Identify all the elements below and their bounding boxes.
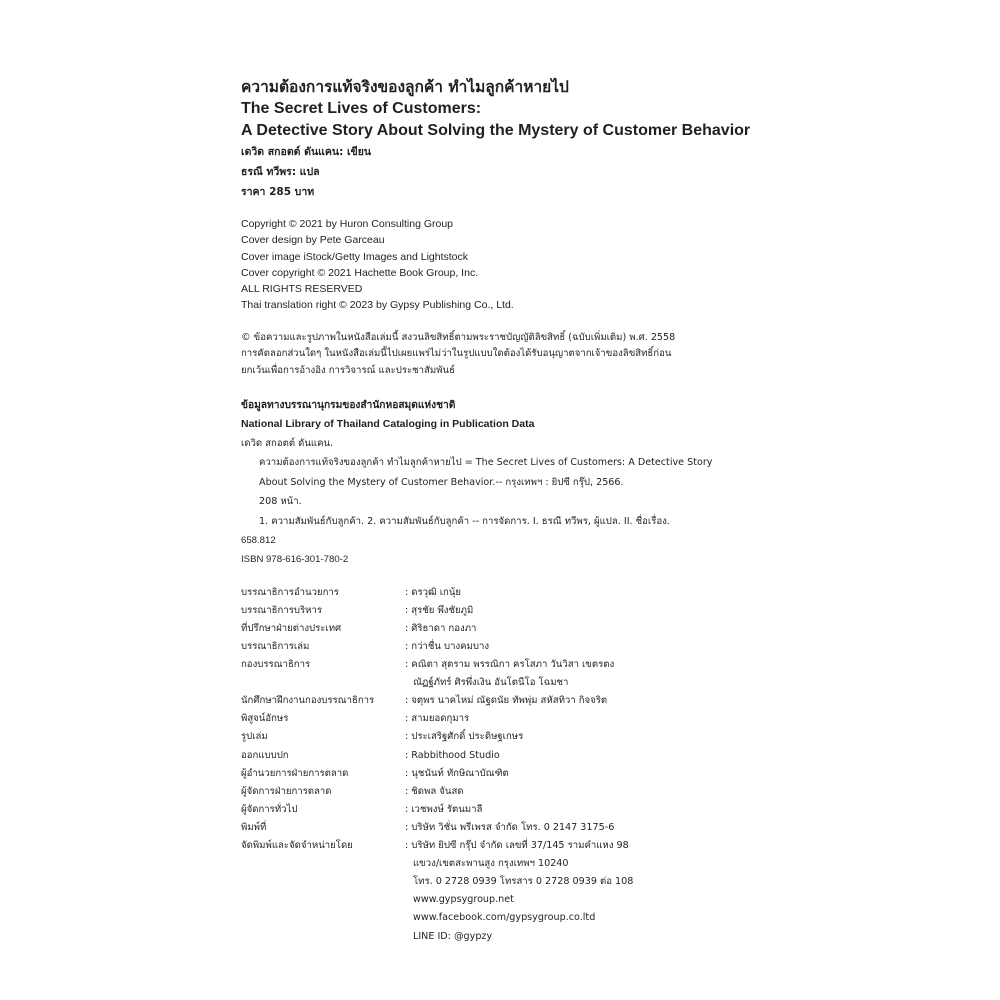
staff-value: : ชิดพล จันสด [405,785,464,797]
copyright-line: Thai translation right © 2023 by Gypsy Publishing Co., Ltd. [241,299,514,312]
cip-pages: 208 หน้า. [259,496,302,508]
staff-role: ผู้อำนวยการฝ่ายการตลาด [241,767,349,779]
staff-credits [241,584,801,946]
staff-row [241,584,801,602]
staff-role: บรรณาธิการบริหาร [241,604,322,616]
staff-row [241,765,801,783]
staff-row [241,819,801,837]
staff-value: : เวชพงษ์ รัตนมาลี [405,803,483,815]
staff-row [241,656,801,692]
staff-value: : สามยอดกุมาร [405,713,470,725]
staff-row [241,638,801,656]
staff-role: บรรณาธิการอำนวยการ [241,586,339,598]
staff-role: พิมพ์ที่ [241,821,267,833]
staff-row [241,837,801,946]
author-credit: เดวิด สกอตต์ ดันแคน: เขียน [241,146,372,158]
staff-value: : ประเสริฐศักดิ์ ประดิษฐเกษร [405,731,524,743]
staff-row [241,747,801,765]
copyright-line: ALL RIGHTS RESERVED [241,283,363,296]
page-content [241,76,801,946]
staff-value: : Rabbithood Studio [405,749,500,761]
legal-line: © ข้อความและรูปภาพในหนังสือเล่มนี้ สงวนลิขสิทธิ์ตามพระราชบัญญัติลิขสิทธิ์ (ฉบับเพิ่มเติม) พ.ศ. 2558 [241,331,676,343]
cip-subjects: 1. ความสัมพันธ์กับลูกค้า. 2. ความสัมพันธ์กับลูกค้า -- การจัดการ. I. ธรณี ทวีพร, ผู้แปล. II. ชื่อเรื่อง. [259,515,670,527]
staff-role: ผู้จัดการทั่วไป [241,803,298,815]
legal-line: การคัดลอกส่วนใดๆ ในหนังสือเล่มนี้ไปเผยแพร่ไม่ว่าในรูปแบบใดต้องได้รับอนุญาตจากเจ้าของลิขสิทธิ์ก่อน [241,348,672,360]
cip-isbn: ISBN 978-616-301-780-2 [241,554,349,566]
publisher-phone: โทร. 0 2728 0939 โทรสาร 0 2728 0939 ต่อ 108 [413,876,634,888]
cip-classification: 658.812 [241,534,276,546]
staff-row [241,783,801,801]
staff-role: รูปเล่ม [241,731,268,743]
staff-value: : บริษัท วิชั่น พรีเพรส จำกัด โทร. 0 2147 3175-6 [405,821,615,833]
staff-row [241,602,801,620]
staff-role: นักศึกษาฝึกงานกองบรรณาธิการ [241,695,375,707]
staff-role: ออกแบบปก [241,749,289,761]
staff-value: : สุรชัย พึงชัยภูมิ [405,604,474,616]
cip-title-line-1: ความต้องการแท้จริงของลูกค้า ทำไมลูกค้าหายไป = The Secret Lives of Customers: A Detective Story [259,457,713,469]
staff-role: ที่ปรึกษาฝ่ายต่างประเทศ [241,622,342,634]
cip-heading-thai: ข้อมูลทางบรรณานุกรมของสำนักหอสมุดแห่งชาติ [241,399,456,411]
publisher-website: www.gypsygroup.net [413,894,514,906]
staff-role: จัดพิมพ์และจัดจำหน่ายโดย [241,840,353,852]
staff-value: : กว่าชื่น บางคมบาง [405,641,490,653]
title-english-line-2: A Detective Story About Solving the Mystery of Customer Behavior [241,122,751,139]
staff-row [241,692,801,710]
staff-row [241,620,801,638]
copyright-line: Cover copyright © 2021 Hachette Book Group, Inc. [241,266,479,279]
staff-value: ณัฏฐ์ภัทร์ ศิรพึ่งเงิน อันโตนีโอ โฉมชา [413,677,569,689]
copyright-block [241,216,801,314]
publisher-address: แขวง/เขตสะพานสูง กรุงเทพฯ 10240 [413,858,569,870]
price: ราคา 285 บาท [241,186,315,198]
staff-value: : นุชนันท์ ทักษิณาบัณฑิต [405,767,509,779]
publisher-line-id: LINE ID: @gypzy [413,930,493,942]
staff-role: พิสูจน์อักษร [241,713,289,725]
cip-heading-english: National Library of Thailand Cataloging in Publication Data [241,417,535,430]
copyright-line: Cover design by Pete Garceau [241,234,385,247]
staff-role: กองบรรณาธิการ [241,659,311,671]
staff-value: : คณิตา สุตราม พรรณิกา ครโสภา วันวิสา เขตรตง [405,659,615,671]
translator-credit: ธรณี ทวีพร: แปล [241,166,320,178]
staff-row [241,728,801,746]
title-thai: ความต้องการแท้จริงของลูกค้า ทำไมลูกค้าหายไป [241,78,569,96]
staff-value: : ศิริธาดา กองภา [405,622,477,634]
staff-role: ผู้จัดการฝ่ายการตลาด [241,785,332,797]
copyright-line: Copyright © 2021 by Huron Consulting Group [241,218,454,230]
copyright-line: Cover image iStock/Getty Images and Lightstock [241,250,469,263]
cip-author: เดวิด สกอตต์ ดันแคน. [241,437,334,449]
legal-line: ยกเว้นเพื่อการอ้างอิง การวิจารณ์ และประชาสัมพันธ์ [241,365,455,377]
staff-row [241,710,801,728]
staff-value: : จตุพร นาคไหม่ ณัฐดนัย ทัพพุ่ม สหัสทิวา กิจจริต [405,695,608,707]
publisher-line: : บริษัท ยิปซี กรุ๊ป จำกัด เลขที่ 37/145 รามคำแหง 98 [405,840,629,852]
staff-value: : ดรวุฒิ เกนุ้ย [405,586,462,598]
book-header [241,76,801,202]
cataloging-data [241,396,801,570]
publisher-facebook: www.facebook.com/gypsygroup.co.ltd [413,912,596,924]
legal-notice [241,330,801,380]
title-english-line-1: The Secret Lives of Customers: [241,100,482,117]
cip-title-line-2: About Solving the Mystery of Customer Behavior.-- กรุงเทพฯ : ยิปซี กรุ๊ป, 2566. [259,476,624,488]
staff-role: บรรณาธิการเล่ม [241,641,310,653]
staff-row [241,801,801,819]
